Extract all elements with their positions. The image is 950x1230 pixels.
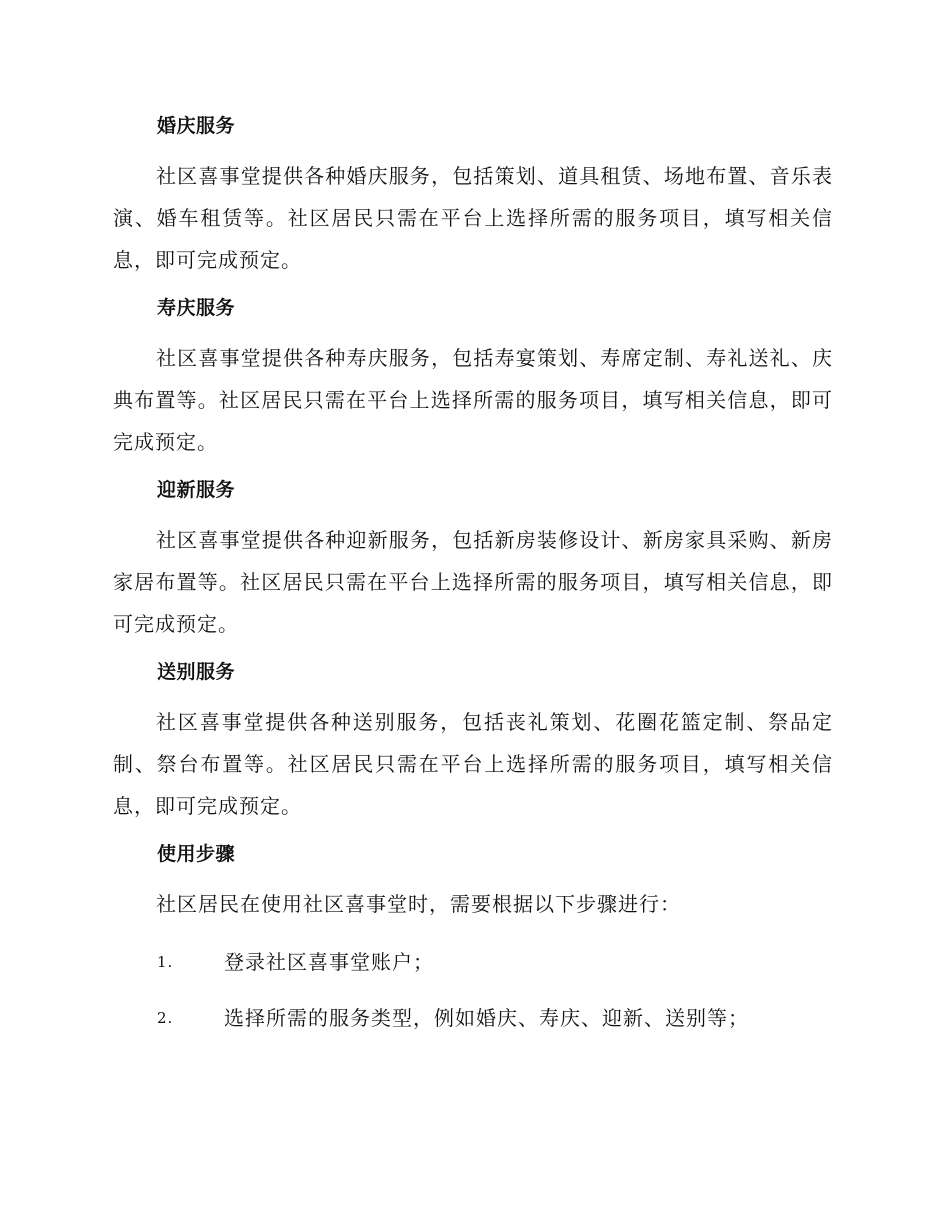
section-heading: 寿庆服务 — [157, 297, 236, 319]
section-farewell — [113, 656, 833, 827]
list-item — [113, 997, 833, 1039]
section-steps — [113, 838, 833, 1039]
section-housewarming — [113, 474, 833, 645]
section-heading: 使用步骤 — [157, 843, 236, 865]
section-wedding — [113, 110, 833, 281]
section-paragraph: 社区喜事堂提供各种迎新服务，包括新房装修设计、新房家具采购、新房家居布置等。社区居民只需在平台上选择所需的服务项目，填写相关信息，即可完成预定。 — [113, 528, 833, 636]
list-text: 选择所需的服务类型，例如婚庆、寿庆、迎新、送别等； — [224, 1006, 749, 1030]
document-content — [113, 110, 833, 1053]
section-paragraph: 社区喜事堂提供各种送别服务，包括丧礼策划、花圈花篮定制、祭品定制、祭台布置等。社区居民只需在平台上选择所需的服务项目，填写相关信息，即可完成预定。 — [113, 710, 833, 818]
section-paragraph: 社区喜事堂提供各种婚庆服务，包括策划、道具租赁、场地布置、音乐表演、婚车租赁等。社区居民只需在平台上选择所需的服务项目，填写相关信息，即可完成预定。 — [113, 164, 833, 272]
steps-intro: 社区居民在使用社区喜事堂时，需要根据以下步骤进行： — [156, 892, 681, 916]
list-number: 2. — [157, 1009, 174, 1027]
section-birthday — [113, 292, 833, 463]
section-heading: 迎新服务 — [157, 479, 236, 501]
section-heading: 婚庆服务 — [157, 115, 236, 137]
list-item — [113, 941, 833, 983]
list-text: 登录社区喜事堂账户； — [224, 950, 434, 974]
section-heading: 送别服务 — [157, 661, 236, 683]
list-number: 1. — [157, 953, 174, 971]
section-paragraph: 社区喜事堂提供各种寿庆服务，包括寿宴策划、寿席定制、寿礼送礼、庆典布置等。社区居民只需在平台上选择所需的服务项目，填写相关信息，即可完成预定。 — [113, 346, 833, 454]
